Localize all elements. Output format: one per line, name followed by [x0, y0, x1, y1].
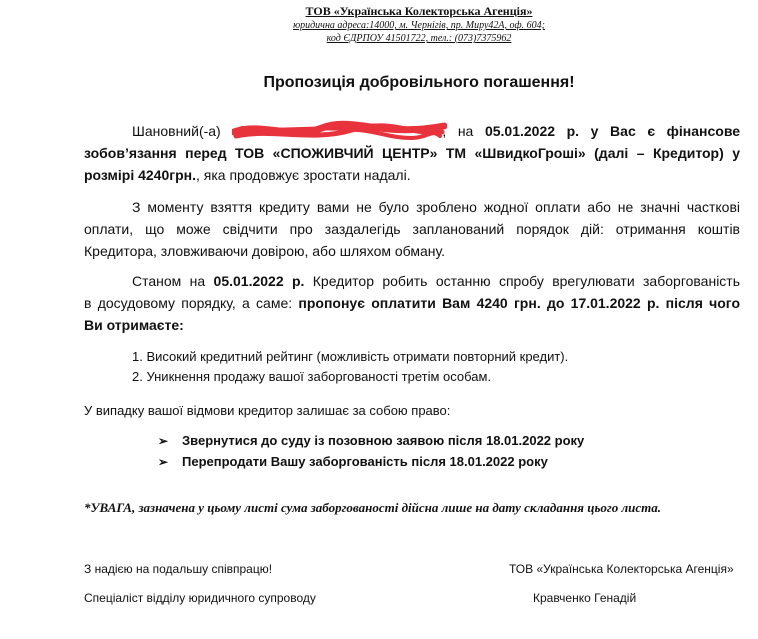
header-company: ТОВ «Українська Колекторська Агенція»	[305, 4, 533, 18]
redacted-name	[232, 124, 442, 138]
consequence-item	[158, 454, 548, 469]
para2-line2: оплати, що може свідчити про заздалегідь запланований порядок дій: отримання коштів	[84, 221, 740, 237]
pretrial-text: в досудовому порядку, а саме:	[84, 295, 293, 311]
warning-note: *УВАГА, зазначена у цьому листі сума заборгованості дійсна лише на дату складання цього листа.	[84, 500, 661, 515]
footer-signatory: Кравченко Генадій	[533, 591, 637, 605]
footer-company: ТОВ «Українська Колекторська Агенція»	[509, 562, 734, 576]
obligation-start: у Вас є фінансове	[590, 123, 741, 139]
greeting-text: Шановний(-а)	[132, 123, 221, 139]
as-of-date: 05.01.2022 р.	[213, 273, 305, 289]
list-item: 2. Уникнення продажу вашої заборгованості третім особам.	[132, 369, 492, 384]
debt-amount: розмірі 4240грн.	[84, 167, 196, 183]
paragraph-no-payments	[84, 196, 740, 262]
benefits-list	[132, 347, 568, 387]
attempt-text: Кредитор робить останню спробу врегулювати заборгованість	[312, 273, 741, 289]
footer-hope: З надією на подальшу співпрацю!	[84, 562, 273, 576]
para2-line3: Кредитора, зловживаючи довірою, або шляхом обману.	[84, 243, 445, 259]
you-receive-text: Ви отримаєте:	[84, 317, 184, 333]
paragraph-offer	[84, 270, 740, 336]
letter-title: Пропозиція добровільного погашення!	[263, 74, 575, 91]
paragraph-greeting	[84, 120, 740, 186]
para2-line1: З моменту взяття кредиту вами не було зроблено жодної оплати або не значні часткові	[132, 199, 740, 215]
obligation-line: зобов’язання перед ТОВ «СПОЖИВЧИЙ ЦЕНТР» ТМ «ШвидкоГроші» (далі – Кредитор) у	[84, 145, 740, 161]
amount-rest: , яка продовжує зростати надалі.	[195, 167, 411, 183]
debt-date: 05.01.2022 р.	[484, 123, 580, 139]
consequence-text: Звернутися до суду із позовною заявою після 18.01.2022 року	[182, 433, 585, 448]
as-of-text: Станом на	[132, 273, 206, 289]
after-name-text: , на	[442, 123, 474, 139]
header-address: юридична адреса:14000, м. Чернігів, пр. Миру42А, оф. 604;	[293, 20, 545, 31]
footer-position: Спеціаліст відділу юридичного супроводу	[84, 591, 316, 605]
refusal-intro: У випадку вашої відмови кредитор залишає за собою право:	[84, 403, 451, 418]
header-codes: код ЄДРПОУ 41501722, тел.: (073)7375962	[326, 33, 512, 44]
list-item: 1. Високий кредитний рейтинг (можливість отримати повторний кредит).	[132, 349, 569, 364]
offer-text: пропонує оплатити Вам 4240 грн. до 17.01.2022 р. після чого	[298, 295, 740, 311]
arrowhead-bullet-icon: ➢	[158, 455, 169, 469]
consequence-item	[158, 433, 584, 448]
consequence-text: Перепродати Вашу заборгованість після 18.01.2022 року	[182, 454, 548, 469]
arrowhead-bullet-icon: ➢	[158, 434, 169, 448]
